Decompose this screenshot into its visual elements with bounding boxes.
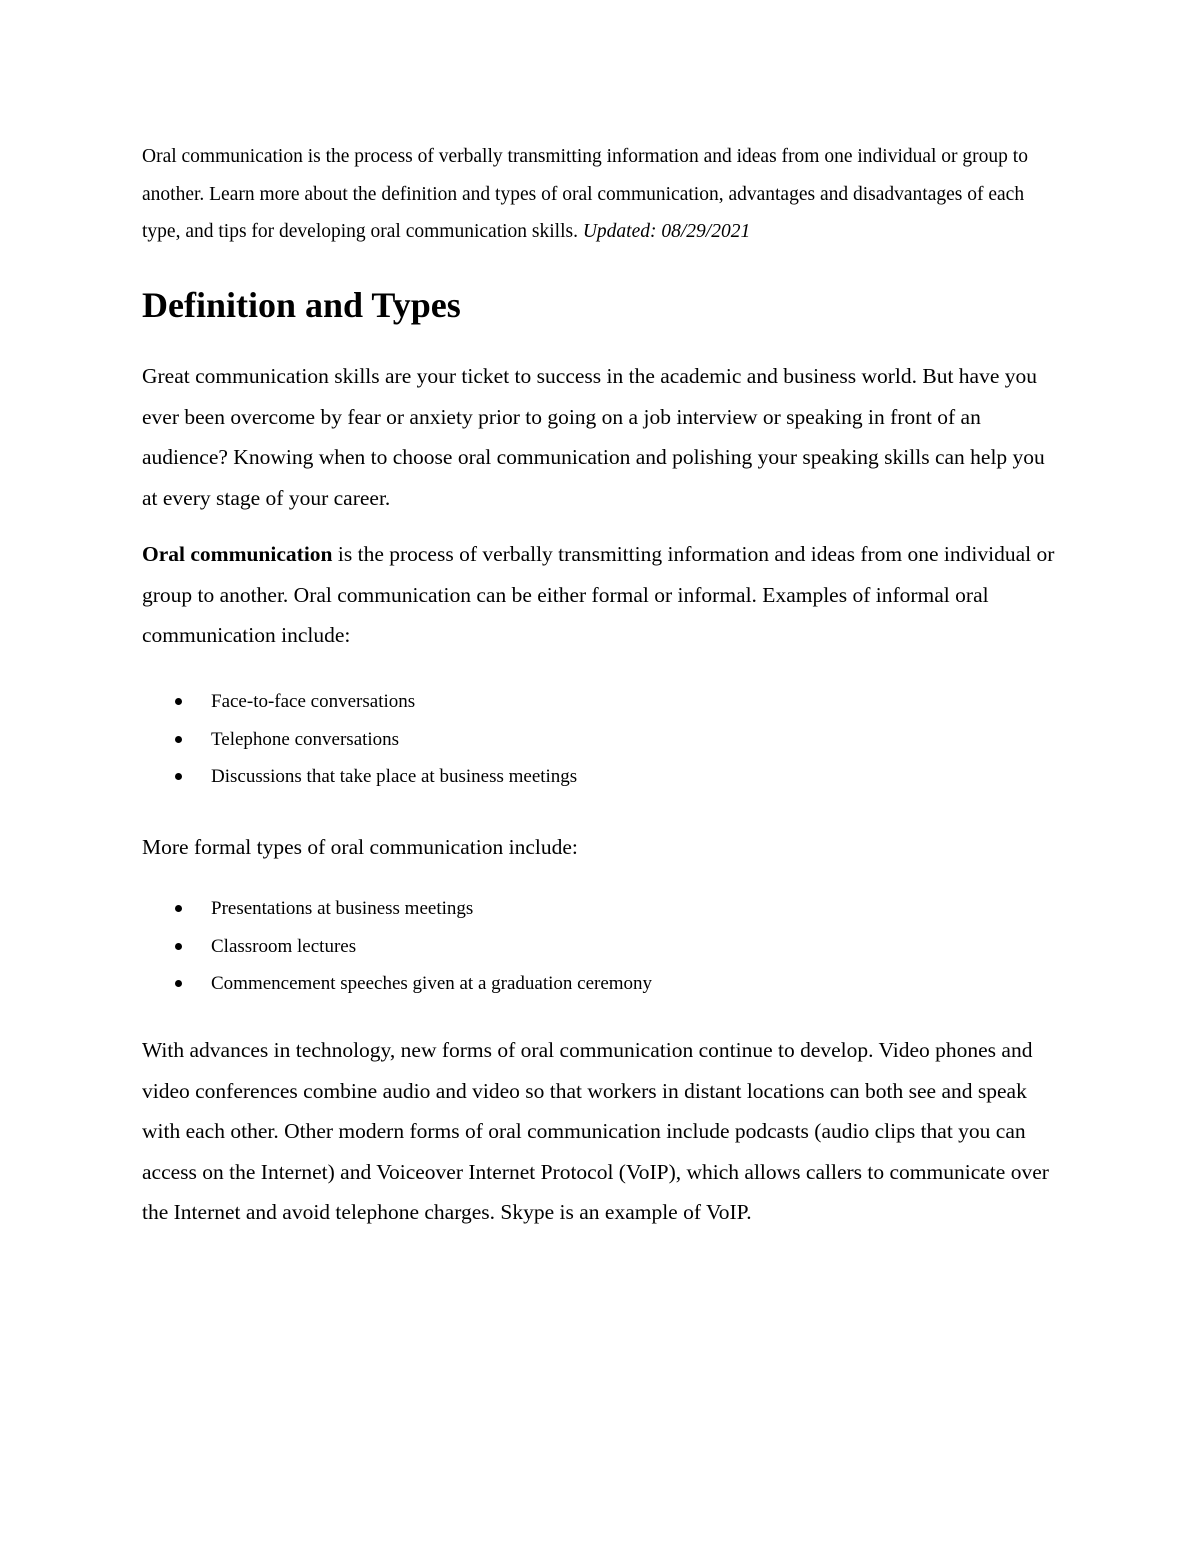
informal-examples-list <box>142 683 1062 796</box>
definition-text: is the process of verbally transmitting information and ideas from one individual or group to another. Oral communication can be either formal or informal. Examples of informal oral communication include: <box>142 542 1055 647</box>
updated-date: Updated: 08/29/2021 <box>582 221 751 242</box>
bullet-icon <box>175 905 182 912</box>
paragraph-communication-skills: Great communication skills are your ticket to success in the academic and business world. But have you ever been overcome by fear or anxiety prior to going on a job interview or speaking in front of an audience? Knowing when to choose oral communication and polishing your speaking skills can help you at every stage of your career. <box>142 364 1045 510</box>
paragraph-oral-communication-definition <box>142 534 1062 656</box>
list-item <box>142 965 1062 1003</box>
bullet-icon <box>175 698 182 705</box>
formal-examples-list <box>142 890 1062 1003</box>
list-item-text: Discussions that take place at business meetings <box>211 766 578 787</box>
list-item <box>142 890 1062 928</box>
intro-text: Oral communication is the process of verbally transmitting information and ideas from one individual or group to another. Learn more about the definition and types of oral communication, advantages and disadvantages of each type, and tips for developing oral communication skills. <box>142 146 1028 242</box>
list-item-text: Presentations at business meetings <box>211 898 474 919</box>
list-item <box>142 721 1062 759</box>
list-item-text: Telephone conversations <box>211 728 400 750</box>
paragraph-technology: With advances in technology, new forms of oral communication continue to develop. Video phones and video conferences combine audio and video so that workers in distant locations can both see and speak with each other. Other modern forms of oral communication include podcasts (audio clips that you can access on the Internet) and Voiceover Internet Protocol (VoIP), which allows callers to communicate over the Internet and avoid telephone charges. Skype is an example of VoIP. <box>142 1038 1049 1224</box>
bullet-icon <box>175 773 182 780</box>
list-item-text: Classroom lectures <box>211 935 357 957</box>
list-item-text: Face-to-face conversations <box>211 691 416 712</box>
bullet-icon <box>175 980 182 987</box>
list-item <box>142 928 1062 966</box>
list-item-text: Commencement speeches given at a graduation ceremony <box>211 973 653 994</box>
list-item <box>142 683 1062 721</box>
section-heading: Definition and Types <box>142 285 461 325</box>
intro-paragraph <box>142 138 1062 251</box>
paragraph-formal-types: More formal types of oral communication include: <box>142 835 578 859</box>
bold-term: Oral communication <box>142 542 333 566</box>
bullet-icon <box>175 943 182 950</box>
bullet-icon <box>175 736 182 743</box>
list-item <box>142 758 1062 796</box>
